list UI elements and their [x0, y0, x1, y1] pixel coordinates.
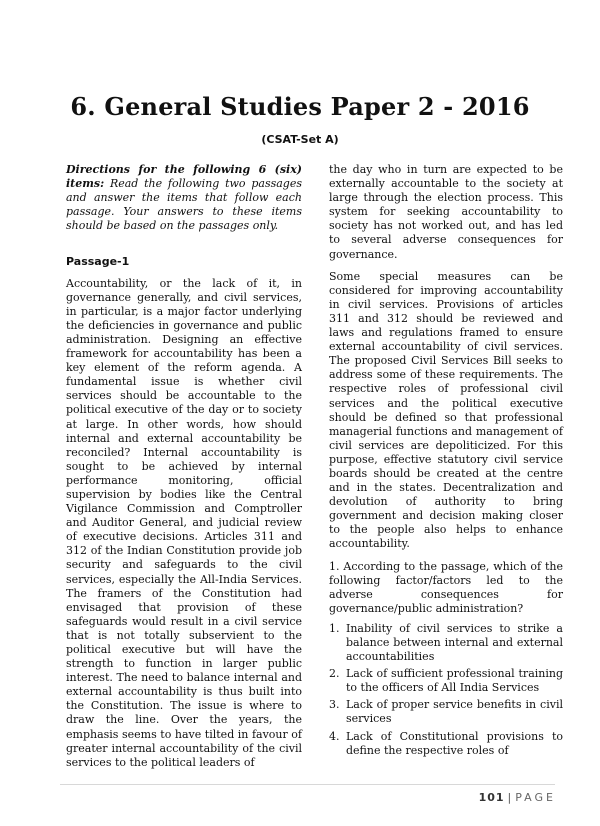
page-label: PAGE — [515, 791, 556, 804]
option-text: Lack of sufficient professional training to the officers of All India Services — [346, 667, 563, 695]
option-number: 2. — [329, 667, 340, 681]
paper-set-subtitle: (CSAT-Set A) — [261, 133, 339, 146]
directions-block — [66, 163, 302, 233]
question-1: 1. According to the passage, which of the following factor/factors led to the adverse consequences for governance/public administration? — [329, 559, 563, 615]
passage-heading: Passage-1 — [66, 255, 130, 269]
page-number: 101 — [478, 791, 505, 804]
passage-paragraph-2: Some special measures can be considered for improving accountability in civil services. Provisions of articles 311 and 312 should be reviewed and laws and regulations framed to ensure external accountability of civil services. The proposed Civil Services Bill seeks to address some of these requirements. The respective roles of professional civil services and the political executive should be defined so that professional managerial functions and management of civil services are depoliticized. For this purpose, effective statutory civil service boards should be created at the centre and in the states. Decentralization and devolution of authority to bring government and decision making closer to the people also helps to enhance accountability. — [329, 269, 563, 551]
footer-separator: | — [507, 791, 513, 804]
option-text: Inability of civil services to strike a balance between internal and external accountabilities — [346, 621, 563, 664]
option-number: 4. — [329, 729, 340, 743]
directions-text: Read the following two passages and answer the items that follow each passage. Your answers to these items should be based on the passages only. — [66, 177, 302, 233]
option-text: Lack of proper service benefits in civil services — [346, 698, 563, 726]
answer-options — [329, 622, 563, 758]
answer-option — [329, 730, 563, 758]
option-number: 3. — [329, 698, 340, 712]
page-footer — [479, 791, 556, 804]
left-column — [66, 163, 302, 778]
answer-option — [329, 622, 563, 664]
passage-paragraph-1-continued: the day who in turn are expected to be externally accountable to the society at large through the election process. This system for seeking accountability to society has not worked out, and has led to several adverse consequences for governance. — [329, 163, 563, 261]
passage-paragraph-1: Accountability, or the lack of it, in governance generally, and civil services, in particular, is a major factor underlying the deficiencies in governance and public administration. Designing an effective framework for accountability has been a key element of the reform agenda. A fundamental issue is whether civil services should be accountable to the political executive of the day or to society at large. In other words, how should internal and external accountability be reconciled? Internal accountability is sought to be achieved by internal performance monitoring, official supervision by bodies like the Central Vigilance Commission and Comptroller and Auditor General, and judicial review of executive decisions. Articles 311 and 312 of the Indian Constitution provide job security and safeguards to the civil services, especially the All-India Services. The framers of the Constitution had envisaged that provision of these safeguards would result in a civil service that is not totally subservient to the political executive but will have the strength to function in larger public interest. The need to balance internal and external accountability is thus built into the Constitution. The issue is where to draw the line. Over the years, the emphasis seems to have tilted in favour of greater internal accountability of the civil services to the political leaders of — [66, 276, 302, 769]
answer-option — [329, 667, 563, 695]
answer-option — [329, 698, 563, 726]
option-text: Lack of Constitutional provisions to define the respective roles of — [346, 729, 563, 757]
footer-divider — [60, 784, 555, 785]
option-number: 1. — [329, 621, 340, 635]
right-column — [329, 163, 563, 761]
directions-lead: Directions for the following 6 (six) items: — [66, 163, 302, 191]
page-title: 6. General Studies Paper 2 - 2016 — [70, 92, 530, 121]
